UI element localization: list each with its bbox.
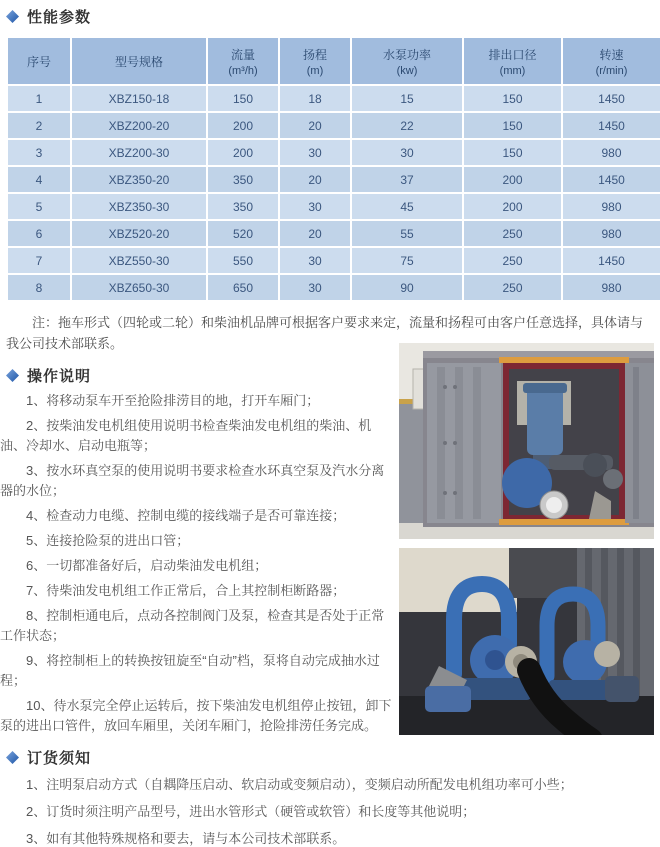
table-header-cell <box>464 38 561 84</box>
table-header-cell <box>208 38 278 84</box>
table-row <box>8 275 660 300</box>
table-row <box>8 221 660 246</box>
table-cell: 1450 <box>563 248 660 273</box>
table-cell: XBZ200-30 <box>72 140 206 165</box>
ordering-items <box>0 775 660 847</box>
table-cell: 980 <box>563 140 660 165</box>
table-cell: 30 <box>280 275 350 300</box>
header-unit: (m) <box>306 64 324 77</box>
table-row <box>8 167 660 192</box>
table-cell: 350 <box>208 194 278 219</box>
operation-step: 6、一切都准备好后，启动柴油发电机组； <box>26 558 268 573</box>
table-cell: 15 <box>352 86 462 111</box>
table-cell: XBZ350-30 <box>72 194 206 219</box>
table-cell: 980 <box>563 275 660 300</box>
table-cell: 20 <box>280 167 350 192</box>
table-header-cell <box>72 38 206 84</box>
table-cell: 30 <box>280 248 350 273</box>
table-cell: 150 <box>464 140 561 165</box>
table-cell: 2 <box>8 113 70 138</box>
table-cell: 7 <box>8 248 70 273</box>
table-row <box>8 194 660 219</box>
header-label: 转速 <box>599 47 624 62</box>
table-cell: 650 <box>208 275 278 300</box>
table-cell: 5 <box>8 194 70 219</box>
table-header-cell <box>352 38 462 84</box>
operation-step: 4、检查动力电缆、控制电缆的接线端子是否可靠连接； <box>26 508 346 523</box>
table-cell: XBZ650-30 <box>72 275 206 300</box>
operation-step: 3、按水环真空泵的使用说明书要求检查水环真空泵及汽水分离器的水位； <box>0 463 385 498</box>
section-heading-performance <box>0 0 660 27</box>
table-cell: 200 <box>464 167 561 192</box>
table-cell: 90 <box>352 275 462 300</box>
ordering-item: 3、如有其他特殊规格和要去，请与本公司技术部联系。 <box>26 831 346 846</box>
table-cell: 55 <box>352 221 462 246</box>
table-cell: 550 <box>208 248 278 273</box>
diamond-bullet-icon <box>6 369 19 382</box>
table-cell: 520 <box>208 221 278 246</box>
header-unit: (m³/h) <box>228 64 258 77</box>
table-cell: 250 <box>464 275 561 300</box>
header-unit: (r/min) <box>595 64 628 77</box>
header-label: 排出口径 <box>488 47 537 62</box>
table-cell: XBZ350-20 <box>72 167 206 192</box>
operation-step: 5、连接抢险泵的进出口管； <box>26 533 190 548</box>
table-cell: 980 <box>563 194 660 219</box>
table-cell: 22 <box>352 113 462 138</box>
table-cell: 20 <box>280 221 350 246</box>
table-cell: 1450 <box>563 113 660 138</box>
header-label: 水泵功率 <box>382 47 431 62</box>
table-cell: XBZ550-30 <box>72 248 206 273</box>
section-heading-ordering <box>0 741 660 768</box>
diamond-bullet-icon <box>6 751 19 764</box>
operation-step: 8、控制柜通电后，点动各控制阀门及泵，检查其是否处于正常工作状态； <box>0 608 385 643</box>
section-title-ordering: 订货须知 <box>27 750 92 767</box>
pump-pipes-photo <box>399 548 654 735</box>
table-cell: 250 <box>464 248 561 273</box>
table-row <box>8 140 660 165</box>
table-cell: XBZ150-18 <box>72 86 206 111</box>
table-cell: 150 <box>464 86 561 111</box>
spec-table <box>6 36 660 302</box>
table-cell: 18 <box>280 86 350 111</box>
ordering-section <box>0 741 660 847</box>
section-title-performance: 性能参数 <box>27 9 92 26</box>
table-cell: 75 <box>352 248 462 273</box>
table-cell: 4 <box>8 167 70 192</box>
header-label: 流量 <box>230 47 255 62</box>
table-row <box>8 248 660 273</box>
table-cell: 200 <box>208 140 278 165</box>
diamond-bullet-icon <box>6 10 19 23</box>
table-cell: 980 <box>563 221 660 246</box>
header-label: 型号规格 <box>114 54 163 69</box>
table-cell: 150 <box>464 113 561 138</box>
operation-step: 10、待水泵完全停止运转后，按下柴油发电机组停止按钮，卸下泵的进出口管件，放回车厢里，关闭车厢门，抢险排涝任务完成。 <box>0 698 392 733</box>
operation-step: 9、将控制柜上的转换按钮旋至“自动”档，泵将自动完成抽水过程； <box>0 653 380 688</box>
table-cell: 8 <box>8 275 70 300</box>
table-row <box>8 86 660 111</box>
operation-step: 2、按柴油发电机组使用说明书检查柴油发电机组的柴油、机油、冷却水、启动电瓶等； <box>0 418 372 453</box>
container-pump-photo <box>399 343 654 539</box>
table-cell: 30 <box>352 140 462 165</box>
table-row <box>8 113 660 138</box>
table-cell: 45 <box>352 194 462 219</box>
table-cell: 1450 <box>563 167 660 192</box>
section-title-operation: 操作说明 <box>27 368 92 385</box>
ordering-item: 2、订货时须注明产品型号，进出水管形式（硬管或软管）和长度等其他说明； <box>26 804 476 819</box>
table-cell: 1450 <box>563 86 660 111</box>
operation-steps <box>0 391 392 736</box>
table-header-cell <box>8 38 70 84</box>
table-cell: 37 <box>352 167 462 192</box>
table-cell: XBZ200-20 <box>72 113 206 138</box>
table-note: 注：拖车形式（四轮或二轮）和柴油机品牌可根据客户要求来定，流量和扬程可由客户任意选择，具体请与我公司技术部联系。 <box>6 315 644 351</box>
table-header-cell <box>563 38 660 84</box>
table-cell: 200 <box>464 194 561 219</box>
operation-step: 1、将移动泵车开至抢险排涝目的地，打开车厢门； <box>26 393 320 408</box>
table-cell: 6 <box>8 221 70 246</box>
table-cell: 30 <box>280 140 350 165</box>
operation-step: 7、待柴油发电机组工作正常后，合上其控制柜断路器； <box>26 583 346 598</box>
table-header-row <box>8 38 660 84</box>
header-unit: (kw) <box>396 64 418 77</box>
table-cell: 3 <box>8 140 70 165</box>
photo-stack <box>399 343 654 735</box>
header-label: 序号 <box>26 54 51 69</box>
table-cell: 1 <box>8 86 70 111</box>
table-cell: 150 <box>208 86 278 111</box>
table-cell: 250 <box>464 221 561 246</box>
ordering-item: 1、注明泵启动方式（自耦降压启动、软启动或变频启动），变频启动所配发电机组功率可小些； <box>26 777 573 792</box>
header-unit: (mm) <box>499 64 526 77</box>
table-cell: 30 <box>280 194 350 219</box>
table-header-cell <box>280 38 350 84</box>
header-label: 扬程 <box>302 47 327 62</box>
table-cell: 20 <box>280 113 350 138</box>
table-cell: 350 <box>208 167 278 192</box>
table-cell: 200 <box>208 113 278 138</box>
table-cell: XBZ520-20 <box>72 221 206 246</box>
